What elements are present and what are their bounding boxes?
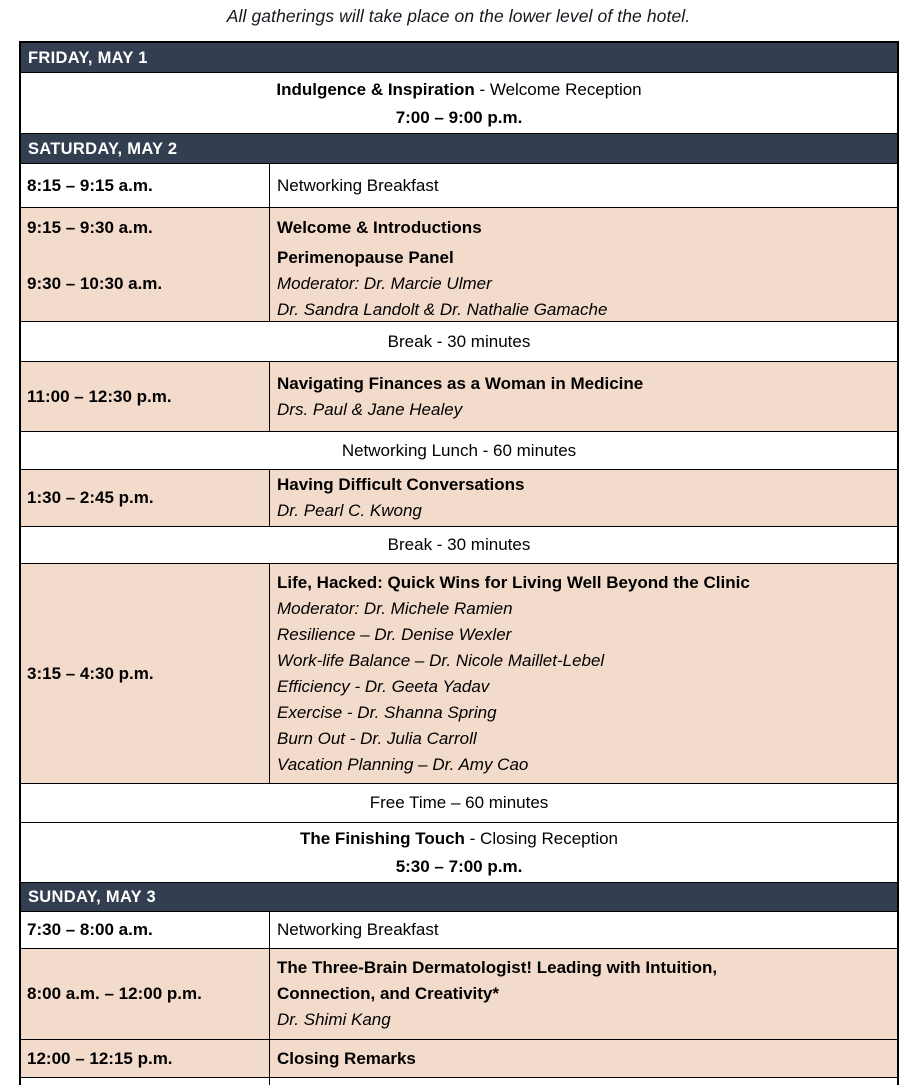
session-content [270,912,897,948]
session-title: Networking Breakfast [277,175,439,195]
partial-time-cell [21,1078,270,1085]
welcome-reception-row [21,73,897,134]
break-label: Break - 30 minutes [387,535,531,554]
session-title: Networking Breakfast [277,920,439,939]
session-time: 8:15 – 9:15 a.m. [21,164,270,207]
session-line: Work-life Balance – Dr. Nicole Maillet-Lebel [277,650,605,670]
session-title-line2: Connection, and Creativity* [277,984,499,1003]
reception-subtitle: - Closing Reception [464,829,619,848]
session-time: 12:00 – 12:15 p.m. [21,1040,270,1077]
reception-title: The Finishing Touch [299,829,465,848]
session-line: Efficiency - Dr. Geeta Yadav [277,676,490,696]
session-navigating-finances [21,362,897,432]
partial-content-cell [270,1078,897,1085]
session-title: Having Difficult Conversations [277,475,525,494]
session-moderator: Moderator: Dr. Marcie Ulmer [277,274,492,293]
schedule-table [19,41,899,1085]
session-content [270,1040,897,1077]
session-networking-breakfast-sat [21,164,897,208]
day-header-saturday [21,134,897,164]
session-networking-breakfast-sun [21,912,897,949]
free-time-row [21,784,897,823]
session-content [270,470,897,526]
day-header-friday [21,43,897,73]
session-moderator: Moderator: Dr. Michele Ramien [277,598,513,618]
networking-lunch-row [21,432,897,470]
session-title: Navigating Finances as a Woman in Medicine [277,373,644,393]
break-row-2 [21,527,897,564]
session-content [270,362,897,431]
session-title: Closing Remarks [277,1048,416,1068]
session-line: Exercise - Dr. Shanna Spring [277,702,497,722]
session-three-brain-dermatologist [21,949,897,1040]
session-content [270,564,897,783]
session-line: Vacation Planning – Dr. Amy Cao [277,754,529,774]
session-time: 1:30 – 2:45 p.m. [21,470,270,526]
session-welcome-introductions [21,208,897,247]
day-header-label: FRIDAY, MAY 1 [28,48,148,67]
session-content [270,164,897,207]
session-title: Welcome & Introductions [277,217,482,237]
lunch-label: Networking Lunch - 60 minutes [341,440,577,460]
reception-subtitle: - Welcome Reception [474,79,642,99]
session-line: Burn Out - Dr. Julia Carroll [277,728,477,748]
reception-title-line [300,827,618,850]
reception-time: 7:00 – 9:00 p.m. [395,107,523,127]
session-time: 9:15 – 9:30 a.m. [21,208,270,247]
session-speaker: Dr. Pearl C. Kwong [277,501,422,520]
session-speaker: Dr. Sandra Landolt & Dr. Nathalie Gamache [277,300,608,319]
closing-reception-row [21,823,897,883]
session-time: 8:00 a.m. – 12:00 p.m. [21,949,270,1039]
location-note: All gatherings will take place on the lower level of the hotel. [226,6,691,26]
session-time: 11:00 – 12:30 p.m. [21,362,270,431]
session-speaker: Dr. Shimi Kang [277,1010,391,1029]
session-difficult-conversations [21,470,897,527]
session-title: The Three-Brain Dermatologist! Leading with Intuition, [277,958,718,977]
reception-title-line [276,78,641,101]
day-header-label: SATURDAY, MAY 2 [28,139,178,158]
session-speaker: Drs. Paul & Jane Healey [277,399,463,419]
partial-row [21,1078,897,1085]
session-content [270,208,897,247]
session-title: Life, Hacked: Quick Wins for Living Well Beyond the Clinic [277,572,750,592]
day-header-label: SUNDAY, MAY 3 [28,888,157,906]
session-line: Resilience – Dr. Denise Wexler [277,624,512,644]
session-time: 3:15 – 4:30 p.m. [21,564,270,783]
session-closing-remarks [21,1040,897,1078]
session-title: Perimenopause Panel [277,248,454,267]
session-life-hacked [21,564,897,784]
session-content [270,949,897,1039]
break-label: Break - 30 minutes [387,331,531,351]
session-time: 9:30 – 10:30 a.m. [21,247,270,321]
reception-title: Indulgence & Inspiration [276,79,475,99]
day-header-sunday [21,883,897,912]
session-content [270,247,897,321]
break-row-1 [21,322,897,362]
reception-time: 5:30 – 7:00 p.m. [395,857,523,876]
session-time: 7:30 – 8:00 a.m. [21,912,270,948]
session-perimenopause-panel [21,247,897,322]
free-time-label: Free Time – 60 minutes [369,793,549,812]
